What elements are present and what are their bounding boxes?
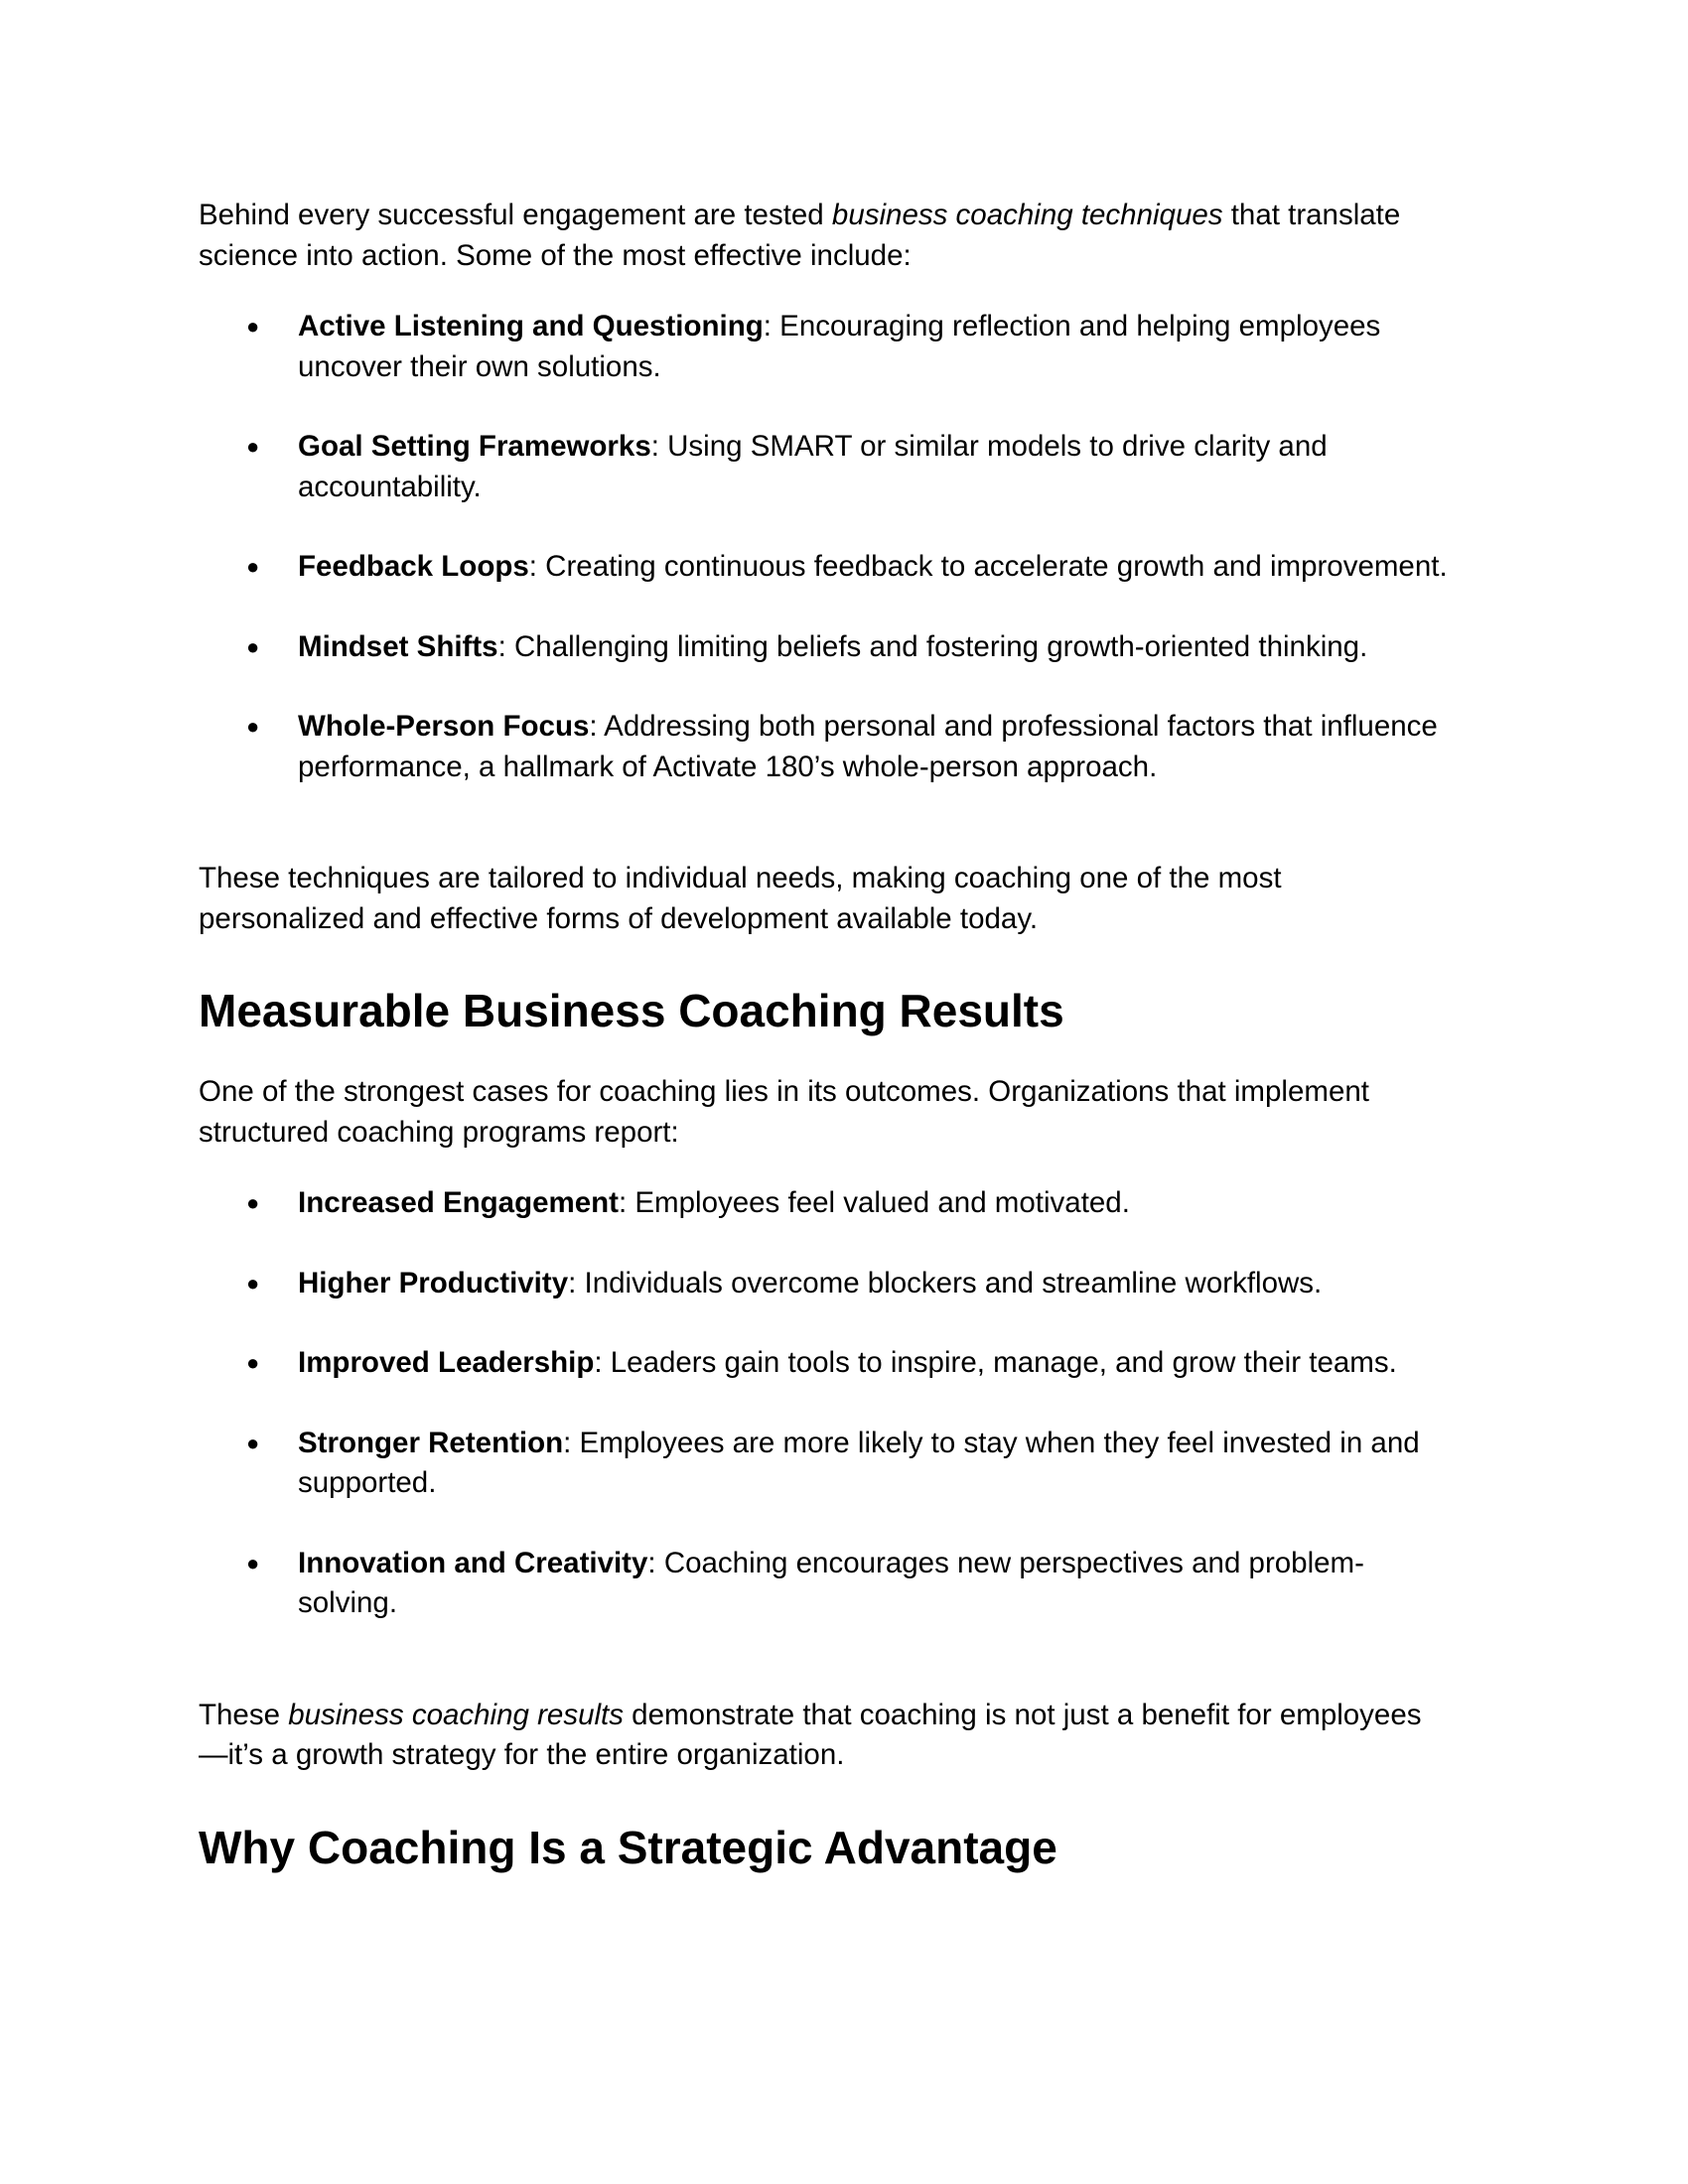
- list-item: [199, 1264, 1489, 1304]
- list-item-desc: : Challenging limiting beliefs and fostering growth-oriented thinking.: [497, 629, 1368, 663]
- list-item: [199, 1544, 1489, 1624]
- list-item: [199, 707, 1489, 787]
- list-item: [199, 1183, 1489, 1224]
- list-item-desc: : Using SMART or similar models to drive clarity and accountability.: [298, 430, 1328, 503]
- list-item-desc: : Addressing both personal and professional factors that influence performance, a hallmark of Activate 180’s whole-person approach.: [298, 710, 1438, 783]
- intro-text-before: Behind every successful engagement are tested: [199, 199, 832, 231]
- intro-paragraph: [199, 196, 1489, 276]
- list-item: [199, 1424, 1489, 1504]
- document-page: [199, 196, 1489, 1875]
- bullet-icon: ●: [246, 434, 260, 459]
- list-item-desc: : Leaders gain tools to inspire, manage, and grow their teams.: [594, 1346, 1397, 1379]
- list-item-desc: : Individuals overcome blockers and streamline workflows.: [568, 1266, 1323, 1299]
- bullet-icon: ●: [246, 633, 260, 659]
- bullet-icon: ●: [246, 1430, 260, 1455]
- bullet-icon: ●: [246, 1270, 260, 1296]
- techniques-summary: These techniques are tailored to individual needs, making coaching one of the most personalized and effective forms of development available today.: [199, 862, 1282, 935]
- results-list: [199, 1183, 1489, 1624]
- list-item: [199, 307, 1489, 387]
- bullet-icon: ●: [246, 314, 260, 339]
- bullet-icon: ●: [246, 714, 260, 739]
- bullet-icon: ●: [246, 1550, 260, 1575]
- list-item-term: Increased Engagement: [298, 1186, 619, 1219]
- list-item-desc: : Employees are more likely to stay when they feel invested in and supported.: [298, 1426, 1420, 1499]
- list-item-term: Active Listening and Questioning: [298, 310, 764, 342]
- list-item: [199, 1343, 1489, 1384]
- section-heading-results: Measurable Business Coaching Results: [199, 985, 1064, 1036]
- bullet-icon: ●: [246, 1350, 260, 1375]
- list-item-term: Improved Leadership: [298, 1346, 595, 1379]
- list-item-term: Goal Setting Frameworks: [298, 430, 651, 463]
- results-summary-italic: business coaching results: [288, 1698, 624, 1731]
- bullet-icon: ●: [246, 554, 260, 579]
- techniques-list: [199, 307, 1489, 787]
- list-item-desc: : Encouraging reflection and helping employees uncover their own solutions.: [298, 310, 1381, 383]
- section-heading-strategic: Why Coaching Is a Strategic Advantage: [199, 1821, 1057, 1873]
- bullet-icon: ●: [246, 1190, 260, 1215]
- list-item-term: Stronger Retention: [298, 1426, 564, 1459]
- list-item-desc: : Creating continuous feedback to accelerate growth and improvement.: [528, 550, 1448, 583]
- results-summary: [199, 1696, 1489, 1776]
- list-item: [199, 427, 1489, 507]
- list-item-term: Mindset Shifts: [298, 629, 498, 663]
- results-summary-after: demonstrate that coaching is not just a benefit for employees—it’s a growth strategy for the entire organization.: [199, 1698, 1422, 1771]
- list-item: [199, 547, 1489, 588]
- list-item: [199, 627, 1489, 668]
- list-item-term: Feedback Loops: [298, 550, 529, 583]
- list-item-term: Innovation and Creativity: [298, 1546, 648, 1579]
- intro-italic-phrase: business coaching techniques: [831, 199, 1223, 231]
- list-item-desc: : Employees feel valued and motivated.: [618, 1186, 1130, 1219]
- results-summary-before: These: [199, 1698, 289, 1731]
- list-item-desc: : Coaching encourages new perspectives and problem-solving.: [298, 1546, 1364, 1619]
- intro-text-after: that translate science into action. Some of the most effective include:: [199, 199, 1401, 272]
- list-item-term: Whole-Person Focus: [298, 710, 590, 743]
- results-intro: One of the strongest cases for coaching lies in its outcomes. Organizations that implement structured coaching programs report:: [199, 1075, 1369, 1149]
- list-item-term: Higher Productivity: [298, 1266, 569, 1299]
